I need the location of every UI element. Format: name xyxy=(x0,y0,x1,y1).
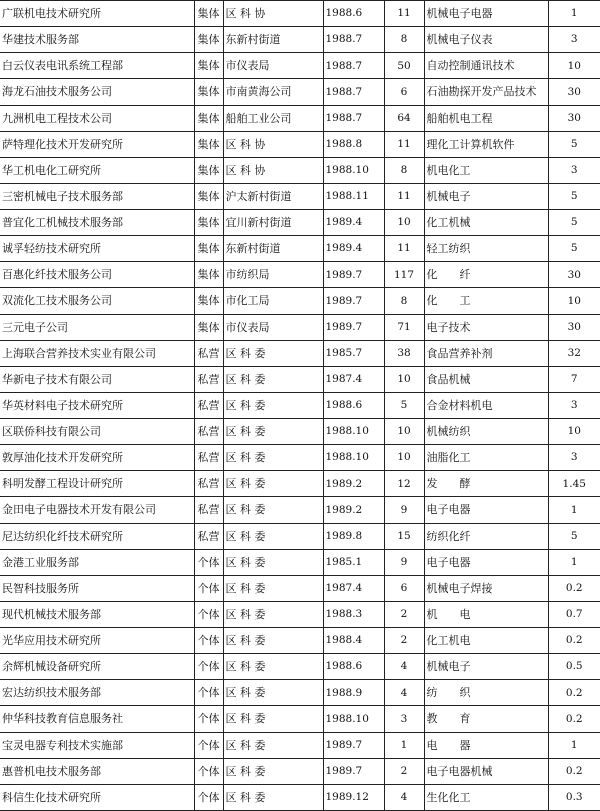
org-name-cell: 百惠化纤技术服务公司 xyxy=(0,262,194,288)
staff-count-cell: 4 xyxy=(384,784,424,810)
staff-count-cell: 12 xyxy=(384,471,424,497)
capital-cell: 1 xyxy=(548,1,600,27)
capital-cell: 5 xyxy=(548,131,600,157)
table-row xyxy=(0,575,600,601)
business-field-cell: 电子电器机械 xyxy=(424,758,548,784)
business-field-cell: 机械电子电器 xyxy=(424,1,548,27)
supervising-dept-cell: 市仪表局 xyxy=(223,53,323,79)
table-row xyxy=(0,471,600,497)
staff-count-cell: 10 xyxy=(384,445,424,471)
ownership-type-cell: 个体 xyxy=(194,654,223,680)
supervising-dept-cell: 区 科 协 xyxy=(223,157,323,183)
business-field-cell: 化工机械 xyxy=(424,210,548,236)
ownership-type-cell: 私营 xyxy=(194,340,223,366)
business-field-cell: 石油勘探开发产品技术 xyxy=(424,79,548,105)
business-field-cell: 化工机电 xyxy=(424,628,548,654)
founded-date-cell: 1988.7 xyxy=(323,27,384,53)
org-name-cell: 双流化工技术服务公司 xyxy=(0,288,194,314)
table-row xyxy=(0,183,600,209)
table-row xyxy=(0,53,600,79)
capital-cell: 1 xyxy=(548,549,600,575)
capital-cell: 5 xyxy=(548,183,600,209)
supervising-dept-cell: 区 科 委 xyxy=(223,680,323,706)
capital-cell: 10 xyxy=(548,53,600,79)
founded-date-cell: 1988.11 xyxy=(323,183,384,209)
capital-cell: 30 xyxy=(548,314,600,340)
founded-date-cell: 1988.8 xyxy=(323,131,384,157)
supervising-dept-cell: 区 科 协 xyxy=(223,1,323,27)
org-name-cell: 宏达纺织技术服务部 xyxy=(0,680,194,706)
ownership-type-cell: 个体 xyxy=(194,628,223,654)
staff-count-cell: 1 xyxy=(384,732,424,758)
supervising-dept-cell: 区 科 委 xyxy=(223,784,323,810)
table-row xyxy=(0,497,600,523)
founded-date-cell: 1987.4 xyxy=(323,575,384,601)
org-name-cell: 上海联合营养技术实业有限公司 xyxy=(0,340,194,366)
supervising-dept-cell: 区 科 委 xyxy=(223,340,323,366)
business-field-cell: 化 纤 xyxy=(424,262,548,288)
ownership-type-cell: 集体 xyxy=(194,262,223,288)
staff-count-cell: 9 xyxy=(384,497,424,523)
capital-cell: 0.5 xyxy=(548,654,600,680)
supervising-dept-cell: 区 科 委 xyxy=(223,523,323,549)
org-name-cell: 白云仪表电讯系统工程部 xyxy=(0,53,194,79)
table-row xyxy=(0,210,600,236)
org-name-cell: 海龙石油技术服务公司 xyxy=(0,79,194,105)
capital-cell: 1.45 xyxy=(548,471,600,497)
founded-date-cell: 1989.7 xyxy=(323,262,384,288)
ownership-type-cell: 个体 xyxy=(194,601,223,627)
ownership-type-cell: 个体 xyxy=(194,549,223,575)
capital-cell: 3 xyxy=(548,392,600,418)
business-field-cell: 纺 织 xyxy=(424,680,548,706)
staff-count-cell: 117 xyxy=(384,262,424,288)
founded-date-cell: 1988.10 xyxy=(323,157,384,183)
capital-cell: 30 xyxy=(548,79,600,105)
org-name-cell: 华建技术服务部 xyxy=(0,27,194,53)
capital-cell: 0.7 xyxy=(548,601,600,627)
supervising-dept-cell: 市仪表局 xyxy=(223,314,323,340)
ownership-type-cell: 集体 xyxy=(194,53,223,79)
org-name-cell: 惠普机电技术服务部 xyxy=(0,758,194,784)
staff-count-cell: 38 xyxy=(384,340,424,366)
staff-count-cell: 10 xyxy=(384,419,424,445)
capital-cell: 3 xyxy=(548,445,600,471)
org-name-cell: 尼达纺织化纤技术研究所 xyxy=(0,523,194,549)
staff-count-cell: 5 xyxy=(384,392,424,418)
org-name-cell: 广联机电技术研究所 xyxy=(0,1,194,27)
table-row xyxy=(0,445,600,471)
founded-date-cell: 1988.7 xyxy=(323,105,384,131)
founded-date-cell: 1988.10 xyxy=(323,419,384,445)
table-row xyxy=(0,628,600,654)
business-field-cell: 食品机械 xyxy=(424,366,548,392)
capital-cell: 3 xyxy=(548,27,600,53)
ownership-type-cell: 私营 xyxy=(194,445,223,471)
table-row xyxy=(0,419,600,445)
business-field-cell: 电子电器 xyxy=(424,497,548,523)
founded-date-cell: 1988.6 xyxy=(323,392,384,418)
supervising-dept-cell: 区 科 委 xyxy=(223,419,323,445)
founded-date-cell: 1988.7 xyxy=(323,79,384,105)
staff-count-cell: 11 xyxy=(384,183,424,209)
org-name-cell: 普宜化工机械技术服务部 xyxy=(0,210,194,236)
ownership-type-cell: 私营 xyxy=(194,523,223,549)
staff-count-cell: 3 xyxy=(384,706,424,732)
org-name-cell: 诚孚轻纺技术研究所 xyxy=(0,236,194,262)
business-field-cell: 生化化工 xyxy=(424,784,548,810)
org-name-cell: 余辉机械设备研究所 xyxy=(0,654,194,680)
ownership-type-cell: 集体 xyxy=(194,105,223,131)
ownership-type-cell: 个体 xyxy=(194,758,223,784)
business-field-cell: 机电化工 xyxy=(424,157,548,183)
table-row xyxy=(0,314,600,340)
supervising-dept-cell: 市纺织局 xyxy=(223,262,323,288)
org-name-cell: 科明发酵工程设计研究所 xyxy=(0,471,194,497)
staff-count-cell: 50 xyxy=(384,53,424,79)
capital-cell: 0.2 xyxy=(548,680,600,706)
table-row xyxy=(0,784,600,810)
founded-date-cell: 1988.9 xyxy=(323,680,384,706)
staff-count-cell: 10 xyxy=(384,366,424,392)
staff-count-cell: 4 xyxy=(384,680,424,706)
supervising-dept-cell: 东新村街道 xyxy=(223,27,323,53)
capital-cell: 0.3 xyxy=(548,784,600,810)
capital-cell: 30 xyxy=(548,105,600,131)
founded-date-cell: 1989.12 xyxy=(323,784,384,810)
org-name-cell: 民智科技服务所 xyxy=(0,575,194,601)
capital-cell: 0.2 xyxy=(548,575,600,601)
staff-count-cell: 8 xyxy=(384,157,424,183)
table-body xyxy=(0,1,600,811)
capital-cell: 0.2 xyxy=(548,628,600,654)
ownership-type-cell: 私营 xyxy=(194,366,223,392)
table-row xyxy=(0,288,600,314)
staff-count-cell: 11 xyxy=(384,131,424,157)
founded-date-cell: 1985.7 xyxy=(323,340,384,366)
capital-cell: 10 xyxy=(548,288,600,314)
org-name-cell: 华英材料电子技术研究所 xyxy=(0,392,194,418)
staff-count-cell: 8 xyxy=(384,288,424,314)
supervising-dept-cell: 区 科 委 xyxy=(223,366,323,392)
founded-date-cell: 1988.6 xyxy=(323,1,384,27)
staff-count-cell: 64 xyxy=(384,105,424,131)
supervising-dept-cell: 市南黄海公司 xyxy=(223,79,323,105)
ownership-type-cell: 私营 xyxy=(194,471,223,497)
business-field-cell: 纺织化纤 xyxy=(424,523,548,549)
staff-count-cell: 2 xyxy=(384,601,424,627)
org-name-cell: 华工机电化工研究所 xyxy=(0,157,194,183)
capital-cell: 5 xyxy=(548,210,600,236)
ownership-type-cell: 集体 xyxy=(194,288,223,314)
staff-count-cell: 6 xyxy=(384,575,424,601)
table-row xyxy=(0,131,600,157)
table-row xyxy=(0,654,600,680)
ownership-type-cell: 个体 xyxy=(194,680,223,706)
ownership-type-cell: 集体 xyxy=(194,183,223,209)
org-name-cell: 科信生化技术研究所 xyxy=(0,784,194,810)
table-row xyxy=(0,392,600,418)
founded-date-cell: 1989.7 xyxy=(323,314,384,340)
supervising-dept-cell: 区 科 委 xyxy=(223,549,323,575)
founded-date-cell: 1989.2 xyxy=(323,471,384,497)
supervising-dept-cell: 区 科 协 xyxy=(223,131,323,157)
founded-date-cell: 1988.6 xyxy=(323,654,384,680)
table-row xyxy=(0,366,600,392)
table-row xyxy=(0,27,600,53)
ownership-type-cell: 集体 xyxy=(194,79,223,105)
founded-date-cell: 1988.7 xyxy=(323,53,384,79)
business-field-cell: 轻工纺织 xyxy=(424,236,548,262)
supervising-dept-cell: 市化工局 xyxy=(223,288,323,314)
business-field-cell: 电子电器 xyxy=(424,549,548,575)
table-row xyxy=(0,549,600,575)
supervising-dept-cell: 区 科 委 xyxy=(223,575,323,601)
supervising-dept-cell: 宜川新村街道 xyxy=(223,210,323,236)
capital-cell: 10 xyxy=(548,419,600,445)
supervising-dept-cell: 区 科 委 xyxy=(223,471,323,497)
business-field-cell: 发 酵 xyxy=(424,471,548,497)
ownership-type-cell: 集体 xyxy=(194,27,223,53)
ownership-type-cell: 集体 xyxy=(194,1,223,27)
ownership-type-cell: 个体 xyxy=(194,732,223,758)
founded-date-cell: 1989.2 xyxy=(323,497,384,523)
org-name-cell: 九洲机电工程技术公司 xyxy=(0,105,194,131)
ownership-type-cell: 私营 xyxy=(194,392,223,418)
business-field-cell: 合金材料机电 xyxy=(424,392,548,418)
org-name-cell: 萨特理化技术开发研究所 xyxy=(0,131,194,157)
business-field-cell: 食品营养补剂 xyxy=(424,340,548,366)
capital-cell: 1 xyxy=(548,497,600,523)
supervising-dept-cell: 区 科 委 xyxy=(223,445,323,471)
table-row xyxy=(0,79,600,105)
org-name-cell: 三密机械电子技术服务部 xyxy=(0,183,194,209)
business-field-cell: 机械纺织 xyxy=(424,419,548,445)
staff-count-cell: 11 xyxy=(384,1,424,27)
supervising-dept-cell: 区 科 委 xyxy=(223,628,323,654)
ownership-type-cell: 集体 xyxy=(194,314,223,340)
supervising-dept-cell: 区 科 委 xyxy=(223,497,323,523)
staff-count-cell: 10 xyxy=(384,210,424,236)
capital-cell: 5 xyxy=(548,523,600,549)
table-row xyxy=(0,157,600,183)
org-name-cell: 华新电子技术有限公司 xyxy=(0,366,194,392)
founded-date-cell: 1988.10 xyxy=(323,445,384,471)
business-field-cell: 机械电子 xyxy=(424,183,548,209)
founded-date-cell: 1989.4 xyxy=(323,236,384,262)
capital-cell: 3 xyxy=(548,157,600,183)
org-name-cell: 三元电子公司 xyxy=(0,314,194,340)
capital-cell: 0.2 xyxy=(548,706,600,732)
founded-date-cell: 1988.4 xyxy=(323,628,384,654)
business-field-cell: 电子技术 xyxy=(424,314,548,340)
supervising-dept-cell: 东新村街道 xyxy=(223,236,323,262)
capital-cell: 30 xyxy=(548,262,600,288)
staff-count-cell: 11 xyxy=(384,236,424,262)
founded-date-cell: 1989.7 xyxy=(323,732,384,758)
staff-count-cell: 9 xyxy=(384,549,424,575)
org-name-cell: 区联侨科技有限公司 xyxy=(0,419,194,445)
staff-count-cell: 71 xyxy=(384,314,424,340)
org-name-cell: 宝灵电器专利技术实施部 xyxy=(0,732,194,758)
business-field-cell: 教 育 xyxy=(424,706,548,732)
business-field-cell: 机械电子 xyxy=(424,654,548,680)
business-field-cell: 油脂化工 xyxy=(424,445,548,471)
table-row xyxy=(0,340,600,366)
ownership-type-cell: 私营 xyxy=(194,497,223,523)
business-field-cell: 化 工 xyxy=(424,288,548,314)
supervising-dept-cell: 船舶工业公司 xyxy=(223,105,323,131)
table-row xyxy=(0,758,600,784)
ownership-type-cell: 私营 xyxy=(194,419,223,445)
ownership-type-cell: 集体 xyxy=(194,236,223,262)
ownership-type-cell: 个体 xyxy=(194,706,223,732)
founded-date-cell: 1989.7 xyxy=(323,758,384,784)
table-row xyxy=(0,732,600,758)
ownership-type-cell: 个体 xyxy=(194,784,223,810)
supervising-dept-cell: 区 科 委 xyxy=(223,732,323,758)
ownership-type-cell: 集体 xyxy=(194,210,223,236)
business-field-cell: 理化工计算机软件 xyxy=(424,131,548,157)
supervising-dept-cell: 区 科 委 xyxy=(223,654,323,680)
table-row xyxy=(0,262,600,288)
founded-date-cell: 1987.4 xyxy=(323,366,384,392)
staff-count-cell: 4 xyxy=(384,654,424,680)
business-field-cell: 机械电子仪表 xyxy=(424,27,548,53)
supervising-dept-cell: 区 科 委 xyxy=(223,758,323,784)
table-row xyxy=(0,236,600,262)
supervising-dept-cell: 区 科 委 xyxy=(223,392,323,418)
org-name-cell: 金港工业服务部 xyxy=(0,549,194,575)
founded-date-cell: 1988.3 xyxy=(323,601,384,627)
table-row xyxy=(0,523,600,549)
capital-cell: 7 xyxy=(548,366,600,392)
staff-count-cell: 2 xyxy=(384,628,424,654)
table-row xyxy=(0,706,600,732)
founded-date-cell: 1989.8 xyxy=(323,523,384,549)
org-name-cell: 现代机械技术服务部 xyxy=(0,601,194,627)
business-field-cell: 船舶机电工程 xyxy=(424,105,548,131)
supervising-dept-cell: 区 科 委 xyxy=(223,601,323,627)
supervising-dept-cell: 区 科 委 xyxy=(223,706,323,732)
capital-cell: 1 xyxy=(548,732,600,758)
org-name-cell: 敦厚油化技术开发研究所 xyxy=(0,445,194,471)
ownership-type-cell: 集体 xyxy=(194,131,223,157)
table-row xyxy=(0,601,600,627)
capital-cell: 0.2 xyxy=(548,758,600,784)
table-row xyxy=(0,1,600,27)
table-row xyxy=(0,105,600,131)
business-field-cell: 机 电 xyxy=(424,601,548,627)
org-name-cell: 金田电子电器技术开发有限公司 xyxy=(0,497,194,523)
founded-date-cell: 1989.7 xyxy=(323,288,384,314)
org-name-cell: 仲华科技教育信息服务社 xyxy=(0,706,194,732)
staff-count-cell: 8 xyxy=(384,27,424,53)
ownership-type-cell: 集体 xyxy=(194,157,223,183)
founded-date-cell: 1989.4 xyxy=(323,210,384,236)
supervising-dept-cell: 沪太新村街道 xyxy=(223,183,323,209)
staff-count-cell: 2 xyxy=(384,758,424,784)
staff-count-cell: 6 xyxy=(384,79,424,105)
business-field-cell: 自动控制通讯技术 xyxy=(424,53,548,79)
business-field-cell: 电 器 xyxy=(424,732,548,758)
capital-cell: 5 xyxy=(548,236,600,262)
founded-date-cell: 1988.10 xyxy=(323,706,384,732)
founded-date-cell: 1985.1 xyxy=(323,549,384,575)
org-name-cell: 光华应用技术研究所 xyxy=(0,628,194,654)
capital-cell: 32 xyxy=(548,340,600,366)
staff-count-cell: 15 xyxy=(384,523,424,549)
business-field-cell: 机械电子焊接 xyxy=(424,575,548,601)
table-row xyxy=(0,680,600,706)
ownership-type-cell: 个体 xyxy=(194,575,223,601)
